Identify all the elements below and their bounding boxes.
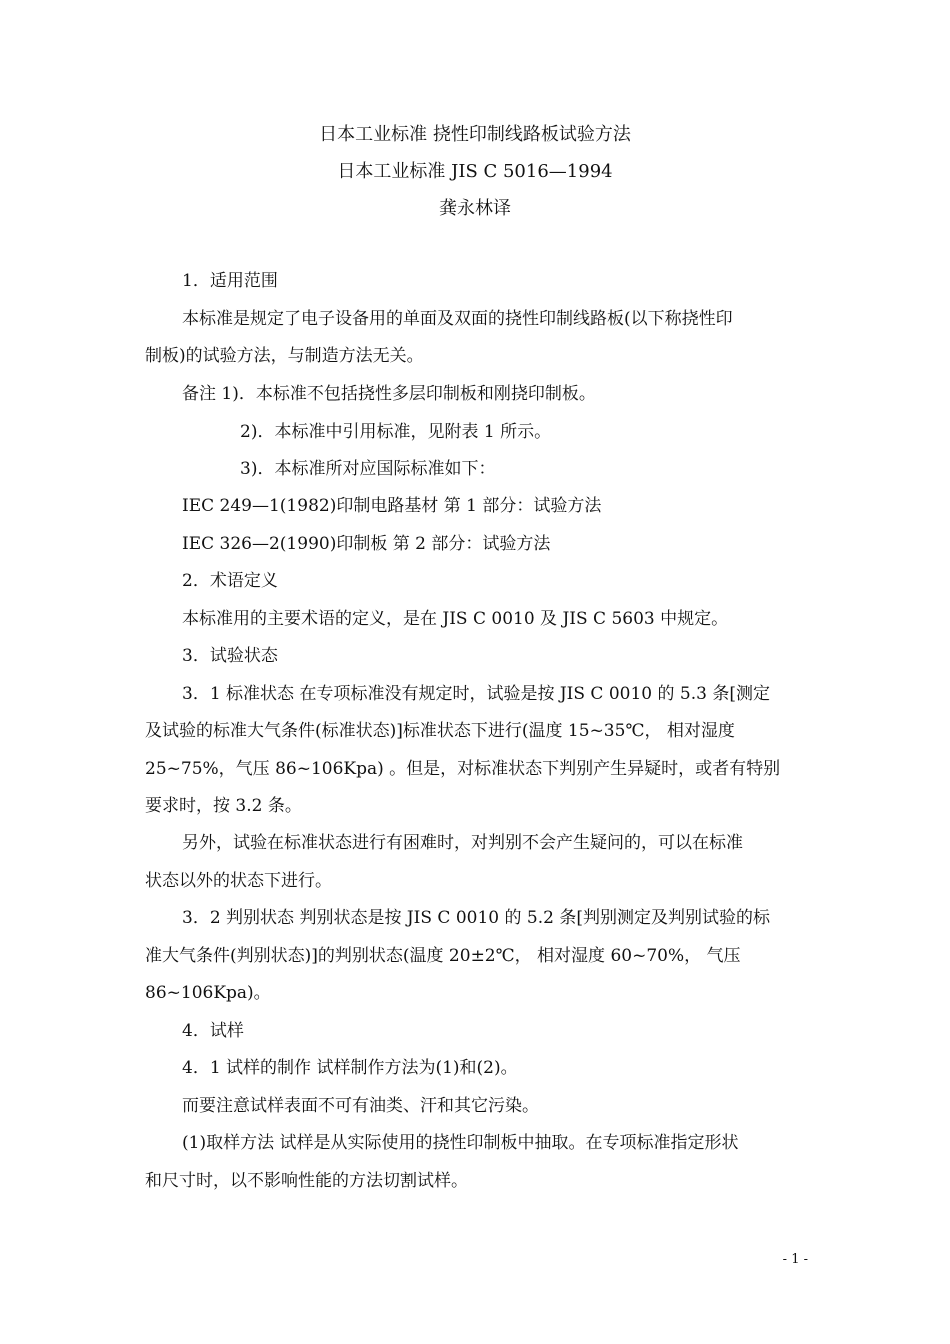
note-line: 备注 1)．本标准不包括挠性多层印制板和刚挠印制板。 [182,384,596,404]
paragraph-line: 3．1 标准状态 在专项标准没有规定时，试验是按 JIS C 0010 的 5.3 条[测定 [182,684,770,704]
section-3-heading: 3．试验状态 [182,646,278,666]
paragraph-line: 本标准是规定了电子设备用的单面及双面的挠性印制线路板(以下称挠性印 [182,309,733,329]
section-2-heading: 2．术语定义 [182,571,278,591]
paragraph-line: 而要注意试样表面不可有油类、汗和其它污染。 [182,1096,539,1116]
paragraph-line: 86~106Kpa)。 [145,983,271,1003]
paragraph-line: 4．1 试样的制作 试样制作方法为(1)和(2)。 [182,1058,518,1078]
section-4-heading: 4．试样 [182,1021,244,1041]
reference-line: IEC 326—2(1990)印制板 第 2 部分：试验方法 [182,534,551,554]
paragraph-line: 25~75%，气压 86~106Kpa) 。但是，对标准状态下判别产生异疑时，或者有特别 [145,759,781,779]
reference-line: IEC 249—1(1982)印制电路基材 第 1 部分：试验方法 [182,496,602,516]
paragraph-line: 及试验的标准大气条件(标准状态)]标准状态下进行(温度 15~35℃， 相对湿度 [145,721,735,741]
paragraph-line: 状态以外的状态下进行。 [145,871,332,891]
paragraph-line: 和尺寸时，以不影响性能的方法切割试样。 [145,1171,468,1191]
paragraph-line: 准大气条件(判别状态)]的判别状态(温度 20±2℃， 相对湿度 60~70%， 气压 [145,946,741,966]
paragraph-line: 要求时，按 3.2 条。 [145,796,302,816]
document-title: 日本工业标准 挠性印制线路板试验方法 [319,124,631,145]
paragraph-line: 3．2 判别状态 判别状态是按 JIS C 0010 的 5.2 条[判别测定及判别试验的标 [182,908,770,928]
paragraph-line: 制板)的试验方法，与制造方法无关。 [145,346,424,366]
translator-credit: 龚永林译 [439,198,511,219]
note-line: 3)．本标准所对应国际标准如下： [240,459,496,479]
paragraph-line: 本标准用的主要术语的定义，是在 JIS C 0010 及 JIS C 5603 中规定。 [182,609,729,629]
standard-number: 日本工业标准 JIS C 5016—1994 [337,161,613,182]
page-number: - 1 - [782,1252,808,1267]
section-1-heading: 1．适用范围 [182,271,278,291]
paragraph-line: (1)取样方法 试样是从实际使用的挠性印制板中抽取。在专项标准指定形状 [182,1133,739,1153]
paragraph-line: 另外，试验在标准状态进行有困难时，对判别不会产生疑问的，可以在标准 [182,833,743,853]
note-line: 2)．本标准中引用标准，见附表 1 所示。 [240,422,552,442]
